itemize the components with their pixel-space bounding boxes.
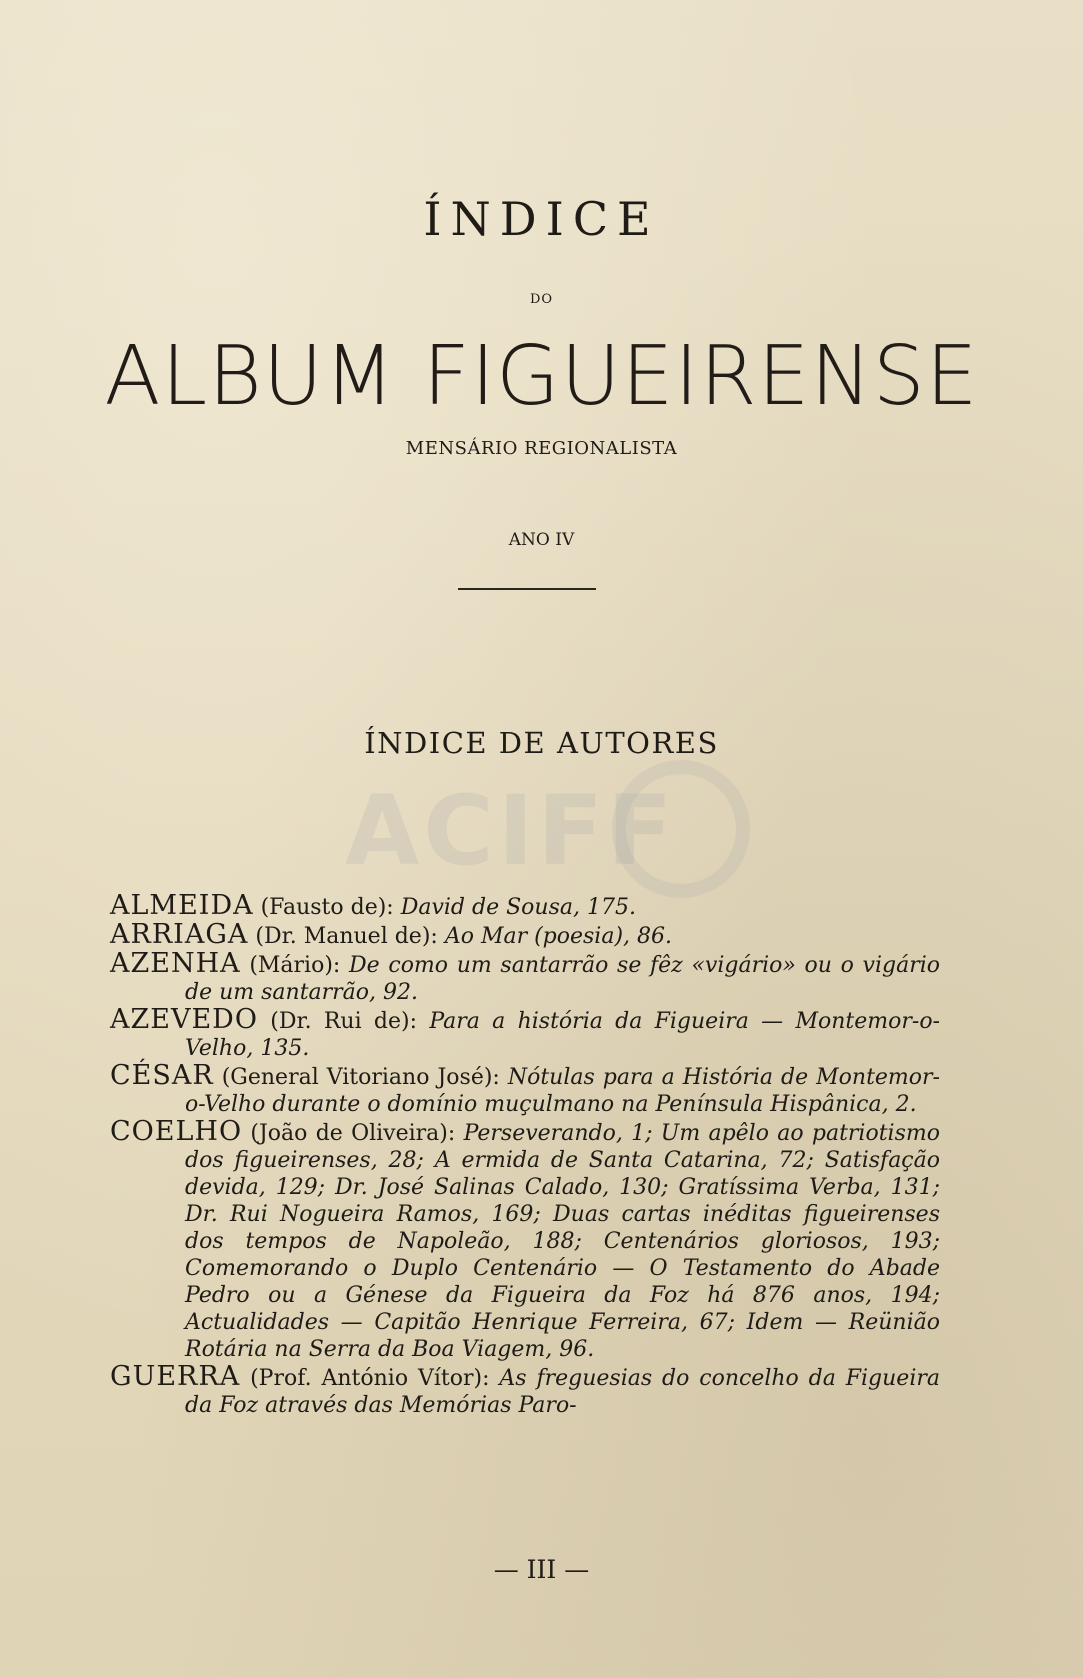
page-number: — III — bbox=[493, 1555, 590, 1584]
publication-year: ANO IV bbox=[508, 530, 575, 550]
index-entry bbox=[110, 1006, 940, 1062]
entry-given-name: (General Vitoriano José): bbox=[213, 1065, 508, 1090]
index-entry bbox=[110, 1118, 940, 1363]
entry-works: De como um santarrão se fêz «vigário» ou o vigário de um santarrão, 92. bbox=[185, 953, 940, 1005]
entry-surname: GUERRA bbox=[110, 1361, 241, 1392]
entry-given-name: (João de Oliveira): bbox=[242, 1121, 464, 1146]
index-title: ÍNDICE bbox=[423, 192, 660, 246]
entry-surname: CÉSAR bbox=[110, 1060, 214, 1091]
publication-title: ALBUM FIGUEIRENSE bbox=[104, 329, 979, 424]
publication-subtitle: MENSÁRIO REGIONALISTA bbox=[405, 438, 678, 459]
watermark-logo-ring bbox=[612, 760, 750, 898]
title-divider bbox=[458, 588, 596, 590]
entry-surname: ARRIAGA bbox=[110, 919, 249, 950]
index-entry bbox=[110, 950, 940, 1006]
entry-surname: AZEVEDO bbox=[110, 1004, 258, 1035]
entry-works: David de Sousa, 175. bbox=[400, 895, 636, 920]
entry-surname: AZENHA bbox=[110, 948, 241, 979]
index-entry bbox=[110, 1062, 940, 1118]
entry-works: Para a história da Figueira — Montemor-o-Velho, 135. bbox=[185, 1009, 940, 1061]
index-entry bbox=[110, 921, 940, 950]
author-index-list bbox=[110, 892, 940, 1419]
title-connector: DO bbox=[529, 292, 554, 307]
entry-works: Nótulas para a História de Montemor-o-Velho durante o domínio muçulmano na Península Hispânica, 2. bbox=[185, 1065, 940, 1117]
index-entry bbox=[110, 892, 940, 921]
section-title: ÍNDICE DE AUTORES bbox=[364, 726, 719, 760]
watermark-text: ACIFF bbox=[345, 775, 677, 887]
entry-works: As freguesias do concelho da Figueira da Foz através das Memórias Paro- bbox=[185, 1366, 940, 1418]
entry-surname: COELHO bbox=[110, 1116, 243, 1147]
entry-works: Ao Mar (poesia), 86. bbox=[444, 924, 673, 949]
entry-given-name: (Dr. Manuel de): bbox=[248, 924, 445, 949]
entry-given-name: (Prof. António Vítor): bbox=[240, 1366, 500, 1391]
entry-surname: ALMEIDA bbox=[110, 890, 254, 921]
entry-given-name: (Fausto de): bbox=[253, 895, 401, 920]
entry-given-name: (Mário): bbox=[240, 953, 350, 978]
entry-given-name: (Dr. Rui de): bbox=[257, 1009, 430, 1034]
entry-works: Perseverando, 1; Um apêlo ao patriotismo dos figueirenses, 28; A ermida de Santa Catarina, 72; Satisfação devida, 129; Dr. José Salinas Calado, 130; Gratíssima Verba, 131; Dr. Rui Nogueira Ramos, 169; Duas cartas inéditas figueirenses dos tempos de Napoleão, 188; Centenários gloriosos, 193; Comemorando o Duplo Centenário — O Testamento do Abade Pedro ou a Génese da Figueira da Foz há 876 anos, 194; Actualidades — Capitão Henrique Ferreira, 67; Idem — Reünião Rotária na Serra da Boa Viagem, 96. bbox=[185, 1121, 940, 1362]
index-entry bbox=[110, 1363, 940, 1419]
